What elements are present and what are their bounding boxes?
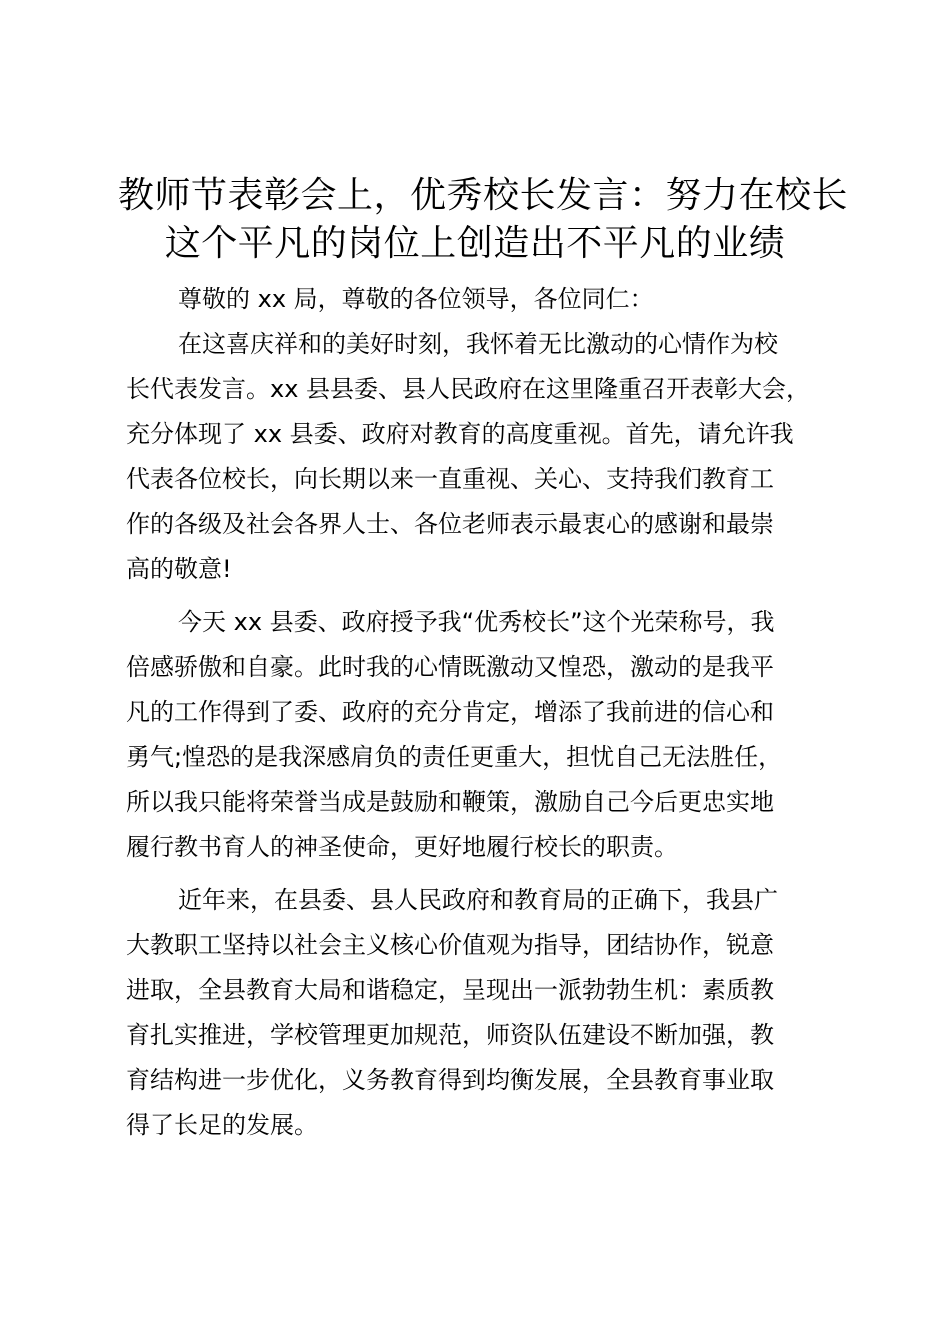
document-title xyxy=(118,172,849,268)
paragraph-line: 育扎实推进，学校管理更加规范，师资队伍建设不断加强，教 xyxy=(126,1021,774,1049)
paragraph-line: 进取，全县教育大局和谐稳定，呈现出一派勃勃生机：素质教 xyxy=(126,976,774,1004)
title-line: 教师节表彰会上，优秀校长发言：努力在校长 xyxy=(118,175,849,216)
paragraph-line: 大教职工坚持以社会主义核心价值观为指导，团结协作，锐意 xyxy=(126,931,774,959)
paragraph-line: 近年来，在县委、县人民政府和教育局的正确下，我县广 xyxy=(178,886,778,914)
paragraph-line: 代表各位校长，向长期以来一直重视、关心、支持我们教育工 xyxy=(126,465,774,493)
paragraph-opening xyxy=(126,322,838,592)
paragraph-line: 倍感骄傲和自豪。此时我的心情既激动又惶恐，激动的是我平 xyxy=(126,653,774,681)
paragraph-salutation xyxy=(126,277,838,322)
paragraph-line: 履行教书育人的神圣使命，更好地履行校长的职责。 xyxy=(126,833,678,861)
title-line: 这个平凡的岗位上创造出不平凡的业绩 xyxy=(164,223,786,264)
paragraph-line: 充分体现了 xx 县委、政府对教育的高度重视。首先，请允许我 xyxy=(126,420,794,448)
paragraph-line: 凡的工作得到了委、政府的充分肯定，增添了我前进的信心和 xyxy=(126,698,774,726)
paragraph-line: 得了长足的发展。 xyxy=(126,1111,318,1139)
paragraph-line: 高的敬意! xyxy=(126,555,232,583)
paragraph-line: 长代表发言。xx 县县委、县人民政府在这里隆重召开表彰大会， xyxy=(126,375,811,403)
paragraph-spacer xyxy=(126,592,838,600)
paragraph-line: 育结构进一步优化，义务教育得到均衡发展，全县教育事业取 xyxy=(126,1066,774,1094)
paragraph-line: 作的各级及社会各界人士、各位老师表示最衷心的感谢和最崇 xyxy=(126,510,774,538)
paragraph-achievements xyxy=(126,878,838,1148)
paragraph-line: 尊敬的 xx 局，尊敬的各位领导，各位同仁： xyxy=(178,285,654,313)
paragraph-honor xyxy=(126,600,838,870)
paragraph-line: 勇气;惶恐的是我深感肩负的责任更重大，担忧自己无法胜任， xyxy=(126,743,783,771)
paragraph-spacer xyxy=(126,870,838,878)
paragraph-line: 所以我只能将荣誉当成是鼓励和鞭策，激励自己今后更忠实地 xyxy=(126,788,774,816)
paragraph-line: 今天 xx 县委、政府授予我“优秀校长”这个光荣称号，我 xyxy=(178,608,775,636)
paragraph-line: 在这喜庆祥和的美好时刻，我怀着无比激动的心情作为校 xyxy=(178,330,778,358)
document-body xyxy=(126,277,838,1148)
